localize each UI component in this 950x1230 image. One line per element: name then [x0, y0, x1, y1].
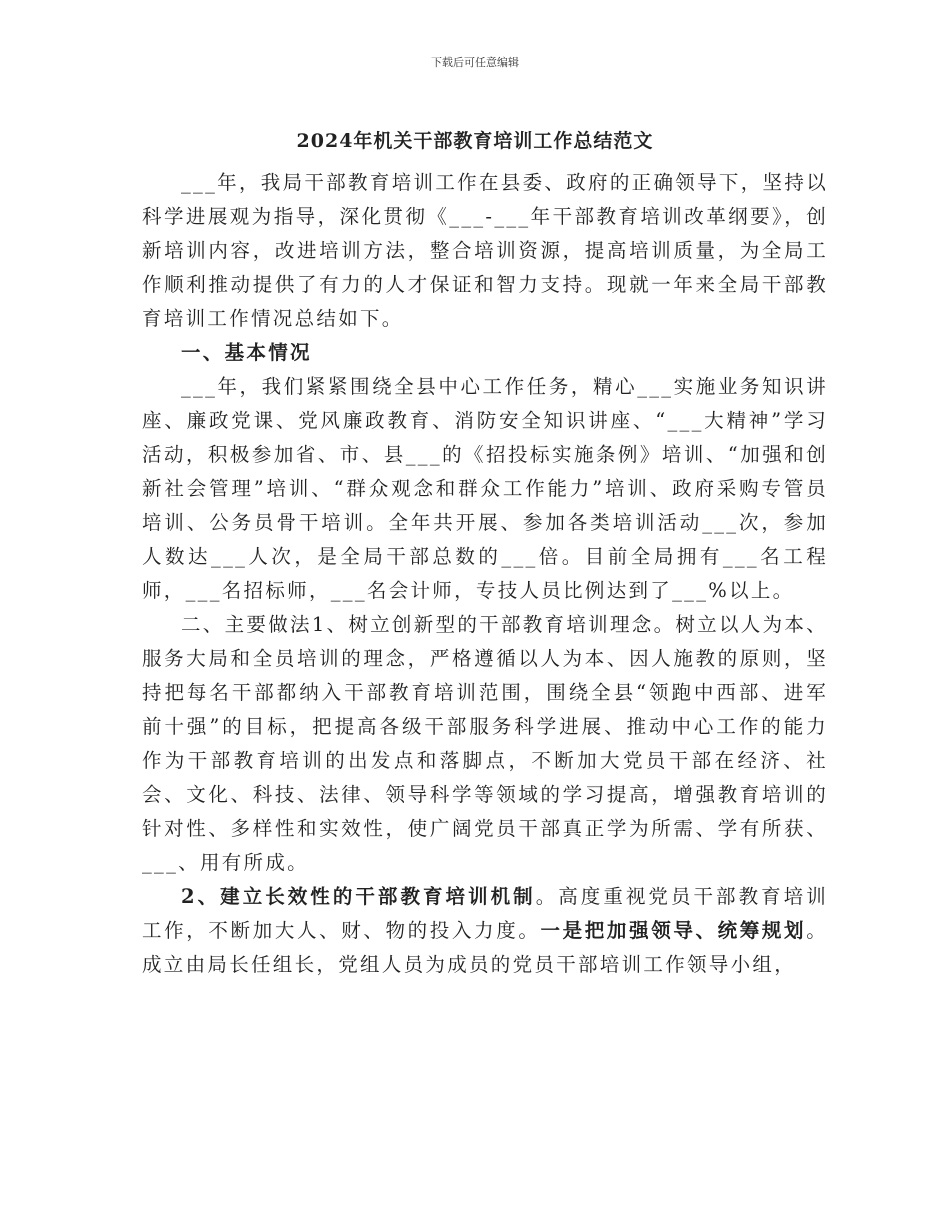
- paragraph-mechanism: [142, 880, 828, 982]
- paragraph-intro: ___年，我局干部教育培训工作在县委、政府的正确领导下，坚持以科学进展观为指导，深化贯彻《___-___年干部教育培训改革纲要》，创新培训内容，改进培训方法，整合培训资源，提高培训质量，为全局工作顺利推动提供了有力的人才保证和智力支持。现就一年来全局干部教育培训工作情况总结如下。: [142, 171, 828, 330]
- mechanism-subheading: 一是把加强领导、统筹规划: [540, 919, 807, 942]
- paragraph-basic-situation: ___年，我们紧紧围绕全县中心工作任务，精心___实施业务知识讲座、廉政党课、党风廉政教育、消防安全知识讲座、“___大精神”学习活动，积极参加省、市、县___的《招投标实施条例》培训、“加强和创新社会管理”培训、“群众观念和群众工作能力”培训、政府采购专管员培训、公务员骨干培训。全年共开展、参加各类培训活动___次，参加人数达___人次，是全局干部总数的___倍。目前全局拥有___名工程师，___名招标师，___名会计师，专技人员比例达到了___%以上。: [142, 375, 828, 602]
- document-title: 2024年机关干部教育培训工作总结范文: [296, 130, 654, 152]
- header-note: 下载后可任意编辑: [431, 56, 519, 69]
- mechanism-text: 。高度重视党员干部教育培训工作，不断加大人、财、物的投入力度。: [142, 885, 828, 942]
- paragraph-main-practices: 二、主要做法1、树立创新型的干部教育培训理念。树立以人为本、服务大局和全员培训的理念，严格遵循以人为本、因人施教的原则，坚持把每名干部都纳入干部教育培训范围，围绕全县“领跑中西部、进军前十强”的目标，把提高各级干部服务科学进展、推动中心工作的能力作为干部教育培训的出发点和落脚点，不断加大党员干部在经济、社会、文化、科技、法律、领导科学等领域的学习提高，增强教育培训的针对性、多样性和实效性，使广阔党员干部真正学为所需、学有所获、___、用有所成。: [142, 613, 828, 874]
- document-body: [142, 166, 828, 982]
- mechanism-text-continued: 。成立由局长任组长，党组人员为成员的党员干部培训工作领导小组，: [142, 919, 828, 976]
- section-heading-basic: 一、基本情况: [181, 341, 312, 364]
- mechanism-heading: 2、建立长效性的干部教育培训机制: [181, 885, 536, 908]
